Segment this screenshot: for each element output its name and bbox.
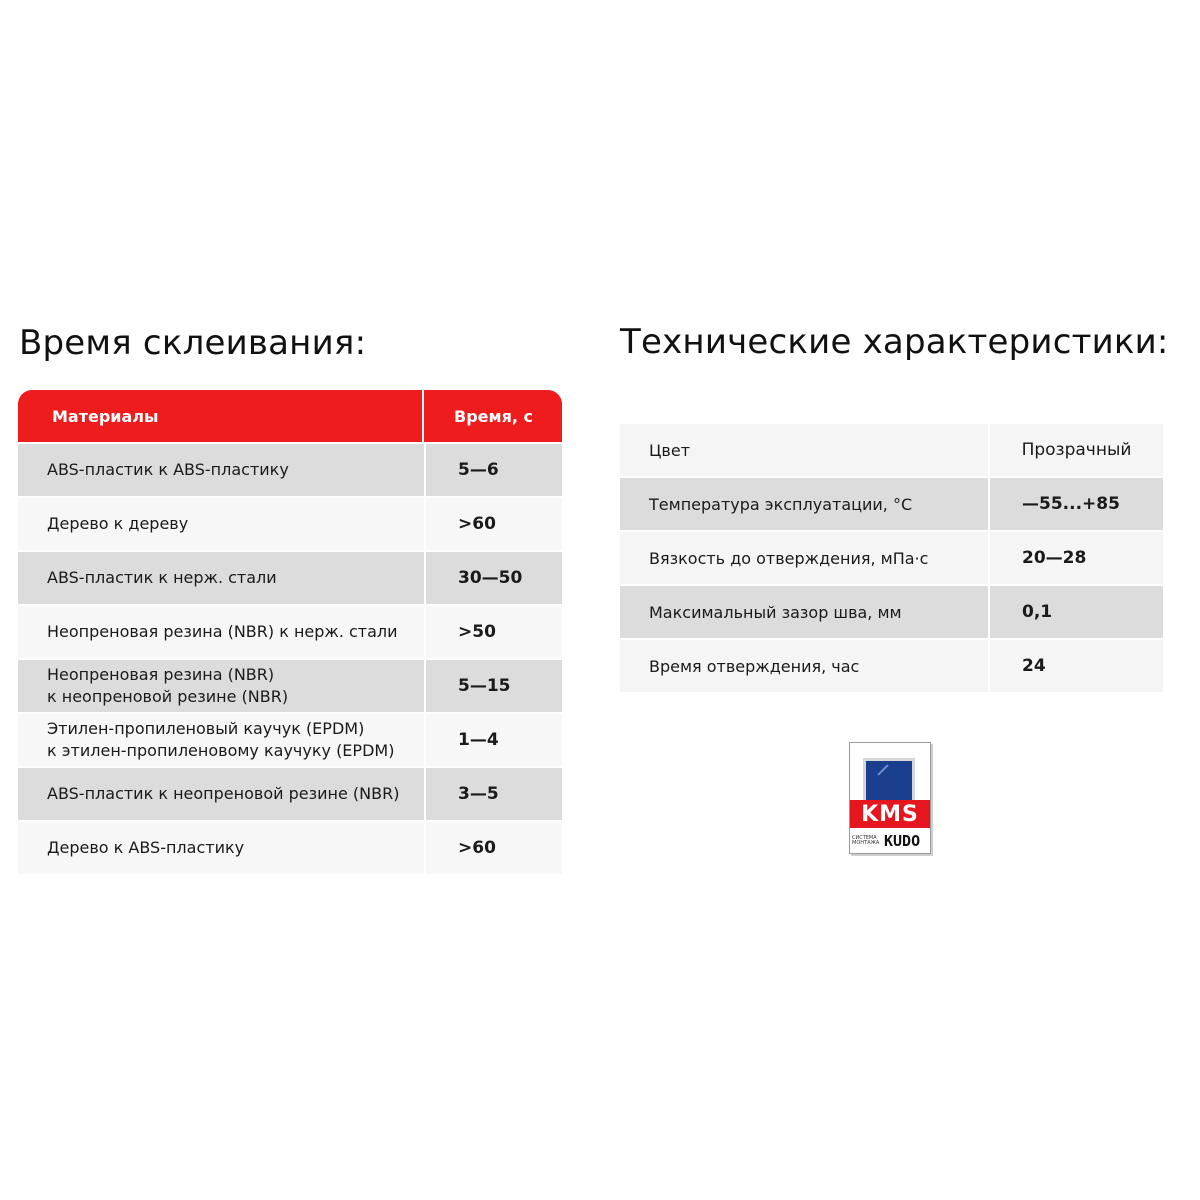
material-text-line1: Этилен-пропиленовый каучук (EPDM)	[47, 719, 365, 738]
material-text-line2: к этилен-пропиленовому каучуку (EPDM)	[47, 741, 395, 760]
material-text: ABS-пластик к нерж. стали	[47, 568, 277, 587]
table-row	[18, 498, 562, 550]
material-text-line1: Неопреновая резина (NBR)	[47, 665, 275, 684]
specs-title: Технические характеристики:	[620, 322, 1169, 362]
time-cell: >60	[426, 822, 562, 874]
material-text: ABS-пластик к неопреновой резине (NBR)	[47, 784, 400, 803]
logo-brand: KMS	[850, 800, 930, 828]
spec-value: Прозрачный	[990, 424, 1163, 476]
material-cell	[18, 714, 424, 766]
logo-tagline-1: СИСТЕМА	[852, 834, 877, 841]
table-row	[18, 768, 562, 820]
logo-name: KUDO	[884, 832, 921, 850]
material-cell	[18, 660, 424, 712]
spec-value: —55...+85	[990, 478, 1163, 530]
header-materials: Материалы	[18, 390, 424, 442]
logo-tagline	[852, 836, 884, 847]
time-cell: >60	[426, 498, 562, 550]
spec-row	[620, 586, 1163, 638]
header-time: Время, с	[454, 406, 533, 426]
spec-name: Максимальный зазор шва, мм	[620, 586, 988, 638]
table-row	[18, 822, 562, 874]
kms-kudo-logo	[849, 742, 933, 856]
material-text: ABS-пластик к ABS-пластику	[47, 460, 289, 479]
material-cell	[18, 552, 424, 604]
spec-name: Вязкость до отверждения, мПа·с	[620, 532, 988, 584]
logo-tagline-2: МОНТАЖА	[852, 840, 880, 846]
table-row	[18, 552, 562, 604]
material-cell	[18, 822, 424, 874]
spec-row	[620, 532, 1163, 584]
time-cell: 3—5	[426, 768, 562, 820]
material-text: Дерево к дереву	[47, 514, 189, 533]
time-cell: 30—50	[426, 552, 562, 604]
spec-value: 24	[990, 640, 1163, 692]
time-cell: >50	[426, 606, 562, 658]
material-cell	[18, 444, 424, 496]
time-cell: 5—6	[426, 444, 562, 496]
table-header	[18, 390, 562, 442]
table-row	[18, 714, 562, 766]
spec-value: 0,1	[990, 586, 1163, 638]
material-text: Дерево к ABS-пластику	[47, 838, 245, 857]
bonding-time-table	[18, 390, 562, 874]
spec-row	[620, 424, 1163, 476]
spec-row	[620, 640, 1163, 692]
material-cell	[18, 498, 424, 550]
window-icon	[863, 758, 915, 804]
table-row	[18, 444, 562, 496]
spec-row	[620, 478, 1163, 530]
spec-name: Температура эксплуатации, °C	[620, 478, 988, 530]
specs-table	[620, 424, 1163, 694]
time-cell: 5—15	[426, 660, 562, 712]
material-cell	[18, 768, 424, 820]
time-cell: 1—4	[426, 714, 562, 766]
material-text: Неопреновая резина (NBR) к нерж. стали	[47, 622, 398, 641]
spec-name: Время отверждения, час	[620, 640, 988, 692]
table-row	[18, 660, 562, 712]
logo-subtitle	[852, 832, 928, 850]
table-row	[18, 606, 562, 658]
spec-name: Цвет	[620, 424, 988, 476]
material-cell	[18, 606, 424, 658]
spec-value: 20—28	[990, 532, 1163, 584]
bonding-time-title: Время склеивания:	[19, 323, 367, 363]
material-text-line2: к неопреновой резине (NBR)	[47, 687, 289, 706]
